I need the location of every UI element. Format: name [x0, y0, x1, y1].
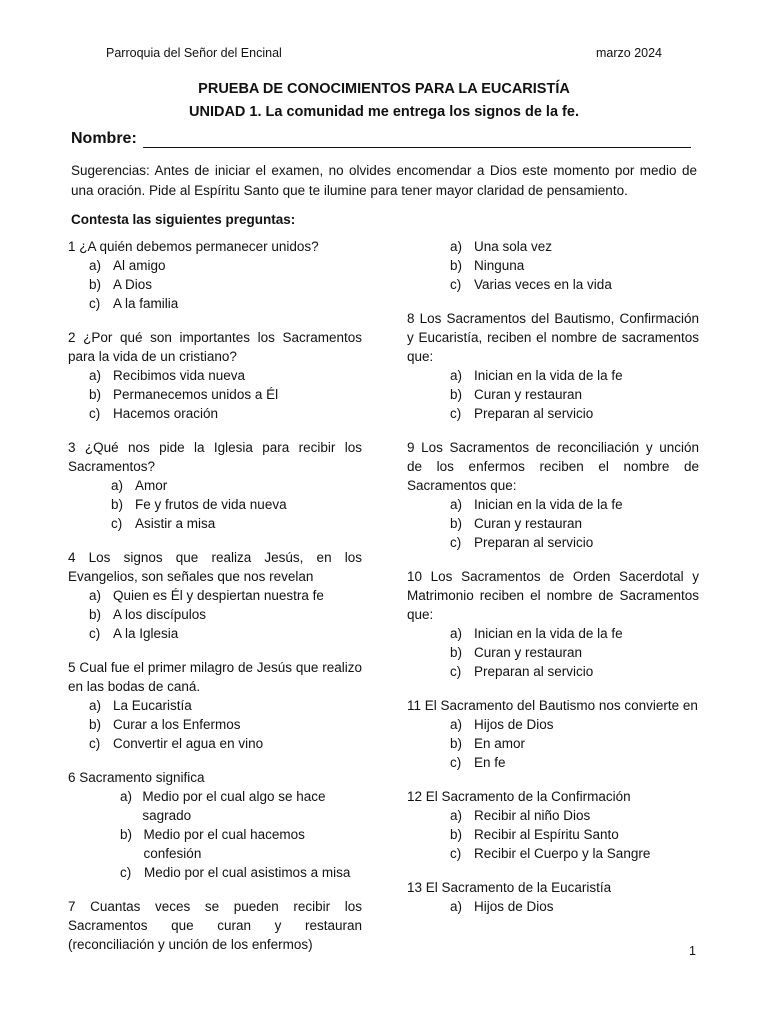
question-12: [407, 787, 699, 863]
option-text: Hijos de Dios: [474, 899, 554, 914]
option-text: A la familia: [113, 296, 179, 311]
option-text: Hijos de Dios: [474, 717, 554, 732]
question-5: [68, 658, 362, 753]
option-letter: b): [120, 827, 133, 842]
option-letter: a): [450, 808, 463, 823]
answer-option: [407, 662, 699, 681]
answer-option: [407, 734, 699, 753]
option-letter: b): [450, 827, 463, 842]
option-letter: c): [89, 626, 101, 641]
option-text: Amor: [135, 478, 168, 493]
question-text: 3 ¿Qué nos pide la Iglesia para recibir los Sacramentos?: [68, 440, 362, 474]
option-text: Ninguna: [474, 258, 525, 273]
option-letter: b): [89, 277, 102, 292]
option-letter: b): [450, 736, 463, 751]
question-text: 6 Sacramento significa: [68, 770, 205, 785]
answer-option: [68, 696, 362, 715]
option-text: Curar a los Enfermos: [113, 717, 241, 732]
option-text: Medio por el cual asistimos a misa: [144, 865, 351, 880]
option-letter: c): [450, 846, 462, 861]
answer-option: [68, 275, 362, 294]
exam-date: marzo 2024: [596, 46, 663, 60]
question-text: 13 El Sacramento de la Eucaristía: [407, 880, 612, 895]
option-letter: c): [450, 277, 462, 292]
option-text: Preparan al servicio: [474, 664, 594, 679]
question-11: [407, 696, 699, 772]
answer-option: [407, 514, 699, 533]
answer-option: [407, 366, 699, 385]
exam-subtitle: UNIDAD 1. La comunidad me entrega los signos de la fe.: [189, 104, 579, 120]
option-letter: c): [450, 535, 462, 550]
option-text: Quien es Él y despiertan nuestra fe: [113, 588, 324, 603]
option-letter: b): [450, 387, 463, 402]
option-text: A la Iglesia: [113, 626, 179, 641]
question-9: [407, 438, 699, 552]
answer-option: [407, 275, 699, 294]
option-letter: a): [111, 478, 124, 493]
question-text: 11 El Sacramento del Bautismo nos convierte en: [407, 698, 698, 713]
option-letter: b): [89, 607, 102, 622]
option-letter: a): [89, 588, 102, 603]
option-letter: b): [89, 717, 102, 732]
question-4: [68, 548, 362, 643]
option-letter: a): [89, 258, 102, 273]
answer-option: [407, 715, 699, 734]
question-text: 2 ¿Por qué son importantes los Sacramentos para la vida de un cristiano?: [68, 330, 362, 364]
option-text: Inician en la vida de la fe: [474, 626, 623, 641]
answer-option: [68, 495, 362, 514]
right-question-column: [407, 237, 699, 931]
option-text: Recibir el Cuerpo y la Sangre: [474, 846, 651, 861]
answer-option: [407, 256, 699, 275]
option-letter: b): [89, 387, 102, 402]
answer-option: [68, 624, 362, 643]
option-text: Recibimos vida nueva: [113, 368, 246, 383]
name-label: Nombre:: [71, 130, 137, 147]
answer-option: [407, 404, 699, 423]
option-text: Inician en la vida de la fe: [474, 497, 623, 512]
option-text: Hacemos oración: [113, 406, 219, 421]
answer-option: [407, 643, 699, 662]
parish-name: Parroquia del Señor del Encinal: [106, 46, 282, 60]
answer-option: [407, 624, 699, 643]
answer-option: [407, 533, 699, 552]
question-7-options: [407, 237, 699, 294]
option-letter: c): [450, 664, 462, 679]
option-letter: c): [450, 755, 462, 770]
answer-option: [407, 825, 699, 844]
option-letter: a): [120, 789, 133, 804]
answer-option: [68, 404, 362, 423]
option-text: Permanecemos unidos a Él: [113, 387, 279, 402]
question-text: 4 Los signos que realiza Jesús, en los Evangelios, son señales que nos revelan: [68, 550, 362, 584]
page-number: 1: [689, 944, 696, 958]
option-letter: a): [89, 368, 102, 383]
question-7: [68, 897, 362, 954]
option-letter: c): [89, 296, 101, 311]
question-text: 5 Cual fue el primer milagro de Jesús que realizo en las bodas de caná.: [68, 660, 362, 694]
option-letter: b): [111, 497, 124, 512]
answer-option: [68, 294, 362, 313]
option-text: Inician en la vida de la fe: [474, 368, 623, 383]
answer-option: [407, 753, 699, 772]
name-field: [71, 130, 691, 148]
option-text: Curan y restauran: [474, 645, 583, 660]
answer-option: [68, 734, 362, 753]
option-text: A los discípulos: [113, 607, 207, 622]
instruction-text: Contesta las siguientes preguntas:: [71, 212, 296, 227]
answer-option: [68, 476, 362, 495]
option-text: Medio por el cual algo se hace sagrado: [142, 789, 326, 823]
option-text: Medio por el cual hacemos confesión: [143, 827, 305, 861]
question-2: [68, 328, 362, 423]
option-text: Una sola vez: [474, 239, 553, 254]
exam-title: PRUEBA DE CONOCIMIENTOS PARA LA EUCARISTÍA: [198, 81, 570, 97]
option-text: A Dios: [113, 277, 153, 292]
option-letter: a): [450, 368, 463, 383]
option-letter: c): [450, 406, 462, 421]
option-text: En fe: [474, 755, 506, 770]
option-letter: b): [450, 645, 463, 660]
option-text: Recibir al niño Dios: [474, 808, 591, 823]
option-letter: a): [450, 899, 463, 914]
answer-option: [68, 825, 362, 863]
option-letter: c): [111, 516, 123, 531]
answer-option: [68, 787, 362, 825]
question-text: 8 Los Sacramentos del Bautismo, Confirmación y Eucaristía, reciben el nombre de sacramentos que:: [407, 311, 699, 364]
answer-option: [407, 237, 699, 256]
option-text: Preparan al servicio: [474, 535, 594, 550]
answer-option: [407, 495, 699, 514]
answer-option: [68, 715, 362, 734]
answer-option: [68, 366, 362, 385]
option-letter: a): [450, 497, 463, 512]
option-letter: c): [89, 406, 101, 421]
answer-option: [407, 844, 699, 863]
option-letter: c): [89, 736, 101, 751]
suggestions-text: Sugerencias: Antes de iniciar el examen, no olvides encomendar a Dios este momento por medio de una oración. Pide al Espíritu Santo que te ilumine para tener mayor claridad de pensamiento.: [71, 163, 697, 198]
answer-option: [407, 385, 699, 404]
question-text: 1 ¿A quién debemos permanecer unidos?: [68, 239, 319, 254]
option-letter: b): [450, 516, 463, 531]
question-1: [68, 237, 362, 313]
option-letter: a): [89, 698, 102, 713]
option-text: Curan y restauran: [474, 516, 583, 531]
question-text: 10 Los Sacramentos de Orden Sacerdotal y Matrimonio reciben el nombre de Sacramentos que:: [407, 569, 699, 622]
question-6: [68, 768, 362, 882]
name-blank-line[interactable]: [143, 131, 691, 148]
option-letter: a): [450, 239, 463, 254]
question-text: 7 Cuantas veces se pueden recibir los Sacramentos que curan y restauran (reconciliación y unción de los enfermos): [68, 899, 362, 952]
answer-option: [68, 514, 362, 533]
option-text: Fe y frutos de vida nueva: [135, 497, 287, 512]
option-text: Preparan al servicio: [474, 406, 594, 421]
option-text: Al amigo: [113, 258, 166, 273]
option-letter: a): [450, 626, 463, 641]
option-text: Curan y restauran: [474, 387, 583, 402]
option-letter: c): [120, 865, 132, 880]
option-text: En amor: [474, 736, 526, 751]
answer-option: [407, 897, 699, 916]
answer-option: [68, 863, 362, 882]
answer-option: [68, 385, 362, 404]
question-text: 9 Los Sacramentos de reconciliación y unción de los enfermos reciben el nombre de Sacramentos que:: [407, 440, 699, 493]
answer-option: [68, 256, 362, 275]
answer-option: [407, 806, 699, 825]
question-text: 12 El Sacramento de la Confirmación: [407, 789, 631, 804]
answer-option: [68, 605, 362, 624]
option-letter: b): [450, 258, 463, 273]
option-letter: a): [450, 717, 463, 732]
option-text: Varias veces en la vida: [474, 277, 612, 292]
answer-option: [68, 586, 362, 605]
question-13: [407, 878, 699, 916]
option-text: La Eucaristía: [113, 698, 192, 713]
question-8: [407, 309, 699, 423]
option-text: Recibir al Espíritu Santo: [474, 827, 619, 842]
question-3: [68, 438, 362, 533]
left-question-column: [68, 237, 362, 969]
question-10: [407, 567, 699, 681]
option-text: Convertir el agua en vino: [113, 736, 264, 751]
option-text: Asistir a misa: [135, 516, 216, 531]
